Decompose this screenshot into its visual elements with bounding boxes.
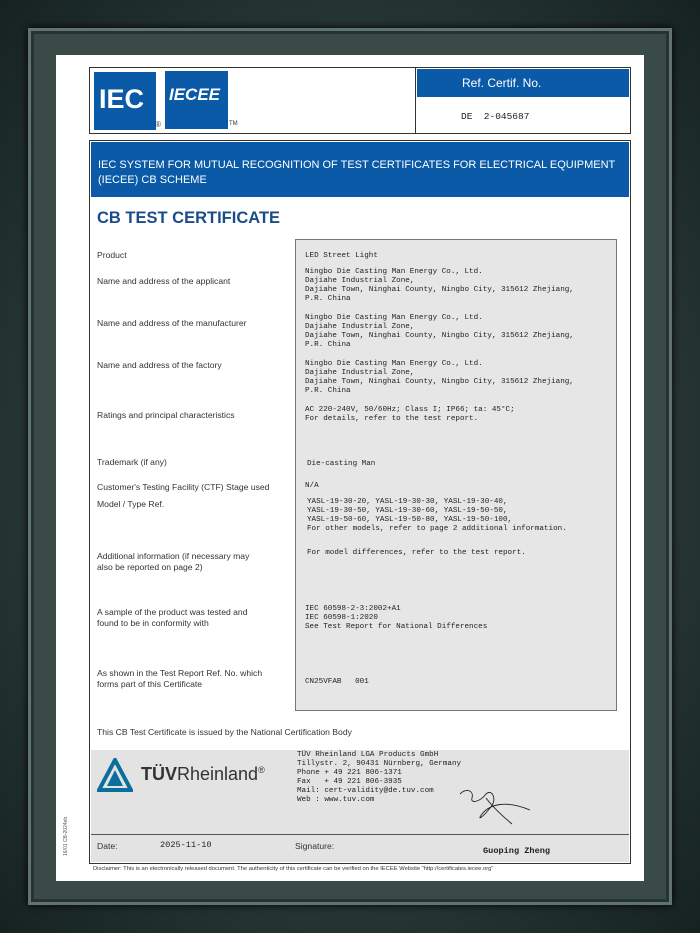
applicant-label: Name and address of the applicant — [97, 276, 231, 286]
ref-cert-number: DE 2-045687 — [461, 111, 530, 122]
tuv-logo-bold: TÜV — [141, 764, 177, 784]
tuv-logo-text — [141, 764, 265, 785]
tuv-reg-mark: ® — [258, 765, 265, 775]
iec-reg-mark: ® — [155, 120, 161, 129]
report-ref-value: CN25VFAB 001 — [305, 678, 369, 686]
model-label: Model / Type Ref. — [97, 499, 165, 509]
values-panel — [295, 239, 617, 711]
iec-logo — [93, 71, 161, 131]
additional-info-label: Additional information (if necessary may also be reported on page 2) — [97, 551, 250, 572]
ctf-value: N/A — [305, 482, 319, 490]
certificate-title: CB TEST CERTIFICATE — [97, 209, 281, 227]
tuv-triangle-icon — [97, 758, 133, 792]
ref-cert-label: Ref. Certif. No. — [462, 76, 542, 90]
ctf-label: Customer's Testing Facility (CTF) Stage used — [97, 482, 270, 492]
banner-line-1: IEC SYSTEM FOR MUTUAL RECOGNITION OF TEST CERTIFICATES FOR ELECTRICAL EQUIPMENT — [98, 159, 616, 171]
product-value: LED Street Light — [305, 252, 378, 260]
issued-by-statement: This CB Test Certificate is issued by the National Certification Body — [97, 727, 352, 737]
ratings-value: AC 220-240V, 50/60Hz; Class I; IP66; ta: 45°C; For details, refer to the test report. — [305, 406, 515, 423]
iecee-tm-mark: TM — [229, 121, 238, 127]
banner-line-2: (IECEE) CB SCHEME — [98, 174, 207, 186]
certificate-body — [89, 140, 631, 864]
side-code: 16/01 CB-2024eb — [63, 816, 69, 856]
model-value: YASL-19-30-20, YASL-19-30-30, YASL-19-30-40, YASL-19-30-50, YASL-19-30-60, YASL-19-50-50, YASL-19-50-60, YASL-19-50-80, YASL-19-50-100, For other models, refer to page 2 additional information. — [307, 498, 567, 533]
iec-logo-text: IEC — [99, 84, 145, 114]
issuer-address: TÜV Rheinland LGA Products GmbH Tillystr. 2, 90431 Nürnberg, Germany Phone + 49 221 806-1371 Fax + 49 221 806-3935 Mail: cert-validity@de.tuv.com Web : www.tuv.com — [297, 751, 462, 804]
footer-divider — [91, 834, 629, 835]
additional-info-value: For model differences, refer to the test report. — [307, 549, 526, 557]
disclaimer: Disclaimer: This is an electronically released document. The authenticity of this certificate can be verified on the IECEE Website "http://certificates.iecee.org" — [93, 866, 494, 872]
report-ref-label: As shown in the Test Report Ref. No. which forms part of this Certificate — [97, 668, 263, 689]
date-label: Date: — [97, 841, 118, 851]
certificate-page — [56, 55, 644, 881]
manufacturer-label: Name and address of the manufacturer — [97, 318, 247, 328]
sample-label: A sample of the product was tested and found to be in conformity with — [97, 607, 248, 628]
product-label: Product — [97, 250, 127, 260]
signer-name: Guoping Zheng — [483, 846, 551, 856]
manufacturer-value: Ningbo Die Casting Man Energy Co., Ltd. Dajiahe Industrial Zone, Dajiahe Town, Ninghai County, Ningbo City, 315612 Zhejiang, P.R. China — [305, 314, 574, 349]
sample-value: IEC 60598-2-3:2002+A1 IEC 60598-1:2020 See Test Report for National Differences — [305, 605, 488, 631]
trademark-value: Die-casting Man — [307, 460, 376, 468]
tuv-logo-name: Rheinland — [177, 764, 259, 784]
trademark-label: Trademark (if any) — [97, 457, 167, 467]
iecee-logo-text: IECEE — [169, 85, 221, 104]
scheme-banner — [91, 142, 629, 197]
ratings-label: Ratings and principal characteristics — [97, 410, 235, 420]
ref-cert-box — [415, 67, 631, 134]
signature-label: Signature: — [295, 841, 335, 851]
logo-box — [89, 67, 416, 134]
factory-value: Ningbo Die Casting Man Energy Co., Ltd. Dajiahe Industrial Zone, Dajiahe Town, Ninghai County, Ningbo City, 315612 Zhejiang, P.R. China — [305, 360, 574, 395]
date-value: 2025-11-10 — [160, 840, 212, 850]
applicant-value: Ningbo Die Casting Man Energy Co., Ltd. Dajiahe Industrial Zone, Dajiahe Town, Ninghai County, Ningbo City, 315612 Zhejiang, P.R. China — [305, 268, 574, 303]
iecee-logo — [165, 71, 238, 129]
factory-label: Name and address of the factory — [97, 360, 222, 370]
ref-cert-header — [417, 69, 629, 97]
handwritten-signature — [456, 784, 536, 826]
